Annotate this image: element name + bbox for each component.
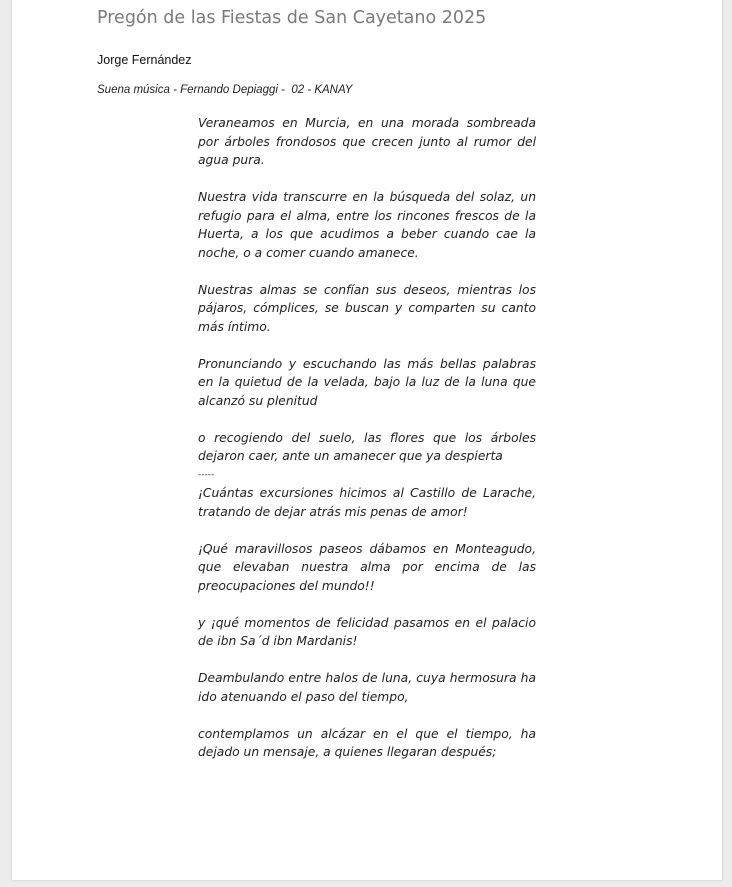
document-page	[12, 0, 722, 880]
section-separator: -----	[198, 469, 215, 480]
paragraph: ¡Qué maravillosos paseos dábamos en Monteagudo, que elevaban nuestra alma por encima de las preocupaciones del mundo!!	[198, 541, 536, 593]
paragraph: Nuestras almas se confían sus deseos, mientras los pájaros, cómplices, se buscan y comparten su canto más íntimo.	[198, 282, 536, 334]
paragraph: y ¡qué momentos de felicidad pasamos en el palacio de ibn Sa´d ibn Mardanis!	[198, 615, 536, 648]
paragraph: Pronunciando y escuchando las más bellas palabras en la quietud de la velada, bajo la luz de la luna que alcanzó su plenitud	[198, 356, 536, 408]
document-title: Pregón de las Fiestas de San Cayetano 2025	[97, 8, 487, 28]
paragraph: ¡Cuántas excursiones hicimos al Castillo de Larache, tratando de dejar atrás mis penas de amor!	[198, 486, 536, 519]
paragraph: Deambulando entre halos de luna, cuya hermosura ha ido atenuando el paso del tiempo,	[198, 671, 536, 704]
paragraph: Veraneamos en Murcia, en una morada sombreada por árboles frondosos que crecen junto al rumor del agua pura.	[198, 116, 536, 167]
music-note: Suena música - Fernando Depiaggi - 02 - KANAY	[97, 84, 353, 96]
paragraph: o recogiendo del suelo, las flores que los árboles dejaron caer, ante un amanecer que ya despierta	[198, 430, 536, 463]
author-name: Jorge Fernández	[97, 53, 192, 67]
document-body	[198, 114, 536, 780]
paragraph: contemplamos un alcázar en el que el tiempo, ha dejado un mensaje, a quienes llegaran después;	[198, 726, 536, 759]
paragraph: Nuestra vida transcurre en la búsqueda del solaz, un refugio para el alma, entre los rincones frescos de la Huerta, a los que acudimos a beber cuando cae la noche, o a comer cuando amanece.	[198, 190, 536, 260]
